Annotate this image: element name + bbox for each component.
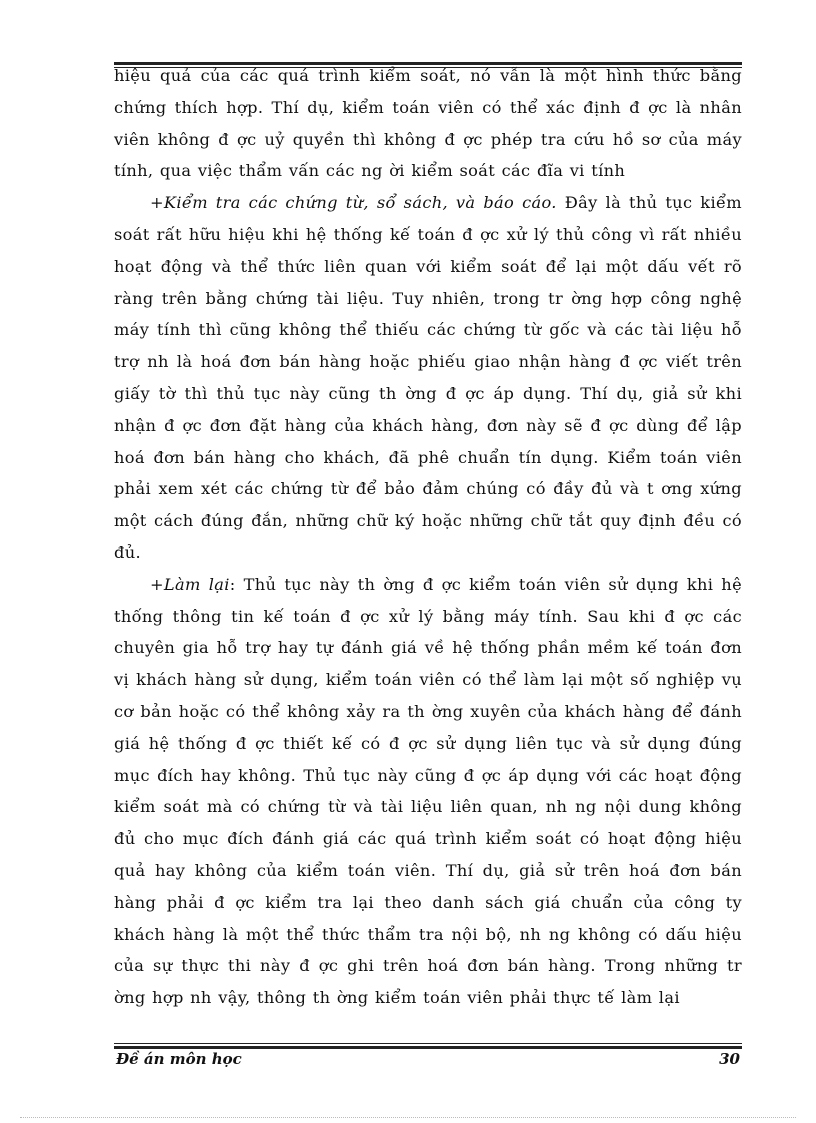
- paragraph-text: : Thủ tục này th ờng đ ợc kiểm toán viên sử dụng khi hệ thống thông tin kế toán đ ợc xử lý bằng máy tính. Sau khi đ ợc các chuyên gia hỗ trợ hay tự đánh giá về hệ thống phần mềm kế toán đơn vị khách hàng sử dụng, kiểm toán viên có thể làm lại một số nghiệp vụ cơ bản hoặc có thể không xảy ra th ờng xuyên của khách hàng để đánh giá hệ thống đ ợc thiết kế có đ ợc sử dụng liên tục và sử dụng đúng mục đích hay không. Thủ tục này cũng đ ợc áp dụng với các hoạt động kiểm soát mà có chứng từ và tài liệu liên quan, nh ng nội dung không đủ cho mục đích đánh giá các quá trình kiểm soát có hoạt động hiệu quả hay không của kiểm toán viên. Thí dụ, giả sử trên hoá đơn bán hàng phải đ ợc kiểm tra lại theo danh sách giá chuẩn của công ty khách hàng là một thể thức thẩm tra nội bộ, nh ng không có dấu hiệu của sự thực thi này đ ợc ghi trên hoá đơn bán hàng. Trong những tr ờng hợp nh vậy, thông th ờng kiểm toán viên phải thực tế làm lại: [114, 574, 743, 1008]
- paragraph-heading: +Làm lại: [150, 574, 230, 594]
- paragraph-text: hiệu quả của các quá trình kiểm soát, nó vẫn là một hình thức bằng chứng thích hợp. Thí dụ, kiểm toán viên có thể xác định đ ợc là nhân viên không đ ợc uỷ quyền thì không đ ợc phép tra cứu hồ sơ của máy tính, qua việc thẩm vấn các ng ời kiểm soát các đĩa vi tính: [114, 66, 742, 181]
- body-text: [114, 60, 742, 1014]
- footer-title: Đề án môn học: [116, 1050, 242, 1068]
- paragraph-heading: +Kiểm tra các chứng từ, sổ sách, và báo cáo.: [150, 193, 557, 213]
- paragraph-text: Đây là thủ tục kiểm soát rất hữu hiệu khi hệ thống kế toán đ ợc xử lý thủ công vì rất nhiều hoạt động và thể thức liên quan với kiểm soát để lại một dấu vết rõ ràng trên bằng chứng tài liệu. Tuy nhiên, trong tr ờng hợp công nghệ máy tính thì cũng không thể thiếu các chứng từ gốc và các tài liệu hỗ trợ nh là hoá đơn bán hàng hoặc phiếu giao nhận hàng đ ợc viết trên giấy tờ thì thủ tục này cũng th ờng đ ợc áp dụng. Thí dụ, giả sử khi nhận đ ợc đơn đặt hàng của khách hàng, đơn này sẽ đ ợc dùng để lập hoá đơn bán hàng cho khách, đã phê chuẩn tín dụng. Kiểm toán viên phải xem xét các chứng từ để bảo đảm chúng có đầy đủ và t ơng xứng một cách đúng đắn, những chữ ký hoặc những chữ tắt quy định đều có đủ.: [114, 193, 742, 562]
- footer-rule-thick: [114, 1046, 742, 1049]
- paragraph-document-inspection: [114, 187, 742, 569]
- page-bottom-dotted-edge: [20, 1117, 796, 1118]
- page-number: 30: [719, 1050, 740, 1068]
- paragraph-continuation: [114, 60, 742, 187]
- paragraph-reperformance: [114, 569, 742, 1014]
- footer-rule-thin: [114, 1043, 742, 1044]
